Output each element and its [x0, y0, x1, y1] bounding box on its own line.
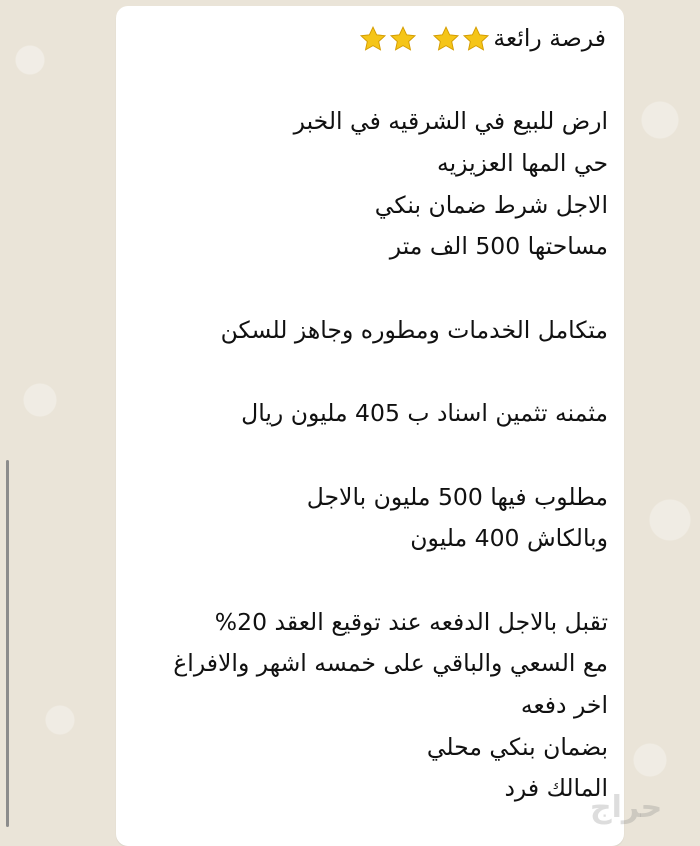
message-headline: [173, 18, 608, 60]
scroll-indicator[interactable]: [6, 460, 9, 827]
message-line: [173, 435, 608, 477]
message-line: [173, 268, 608, 310]
star-icon: [359, 25, 387, 53]
message-line: [173, 560, 608, 602]
message-line: [173, 352, 608, 394]
message-line: حي المها العزيزيه: [437, 149, 608, 178]
star-icon: [432, 25, 460, 53]
message-line: مساحتها 500 الف متر: [389, 232, 608, 261]
message-line: مطلوب فيها 500 مليون بالاجل: [306, 482, 608, 511]
message-line: مع السعي والباقي على خمسه اشهر والافراغ: [173, 649, 608, 678]
message-line: ارض للبيع في الشرقيه في الخبر: [293, 107, 608, 136]
blank-line: [173, 60, 608, 102]
headline-text: فرصة رائعة: [493, 24, 606, 52]
message-line: مثمنه تثمين اسناد ب 405 مليون ريال: [241, 399, 608, 428]
message-line: تقبل بالاجل الدفعه عند توقيع العقد 20%: [214, 607, 608, 636]
message-line: الاجل شرط ضمان بنكي: [374, 190, 608, 219]
star-icon: [389, 25, 417, 53]
star-icon: [462, 25, 490, 53]
message-line: وبالكاش 400 مليون: [410, 524, 608, 553]
message-line: اخر دفعه: [520, 691, 608, 719]
message-line: المالك فرد: [504, 774, 608, 803]
message-text: [173, 18, 608, 810]
message-line: بضمان بنكي محلي: [426, 732, 608, 761]
watermark-logo: حراج: [590, 790, 663, 825]
message-line: متكامل الخدمات ومطوره وجاهز للسكن: [220, 315, 608, 344]
